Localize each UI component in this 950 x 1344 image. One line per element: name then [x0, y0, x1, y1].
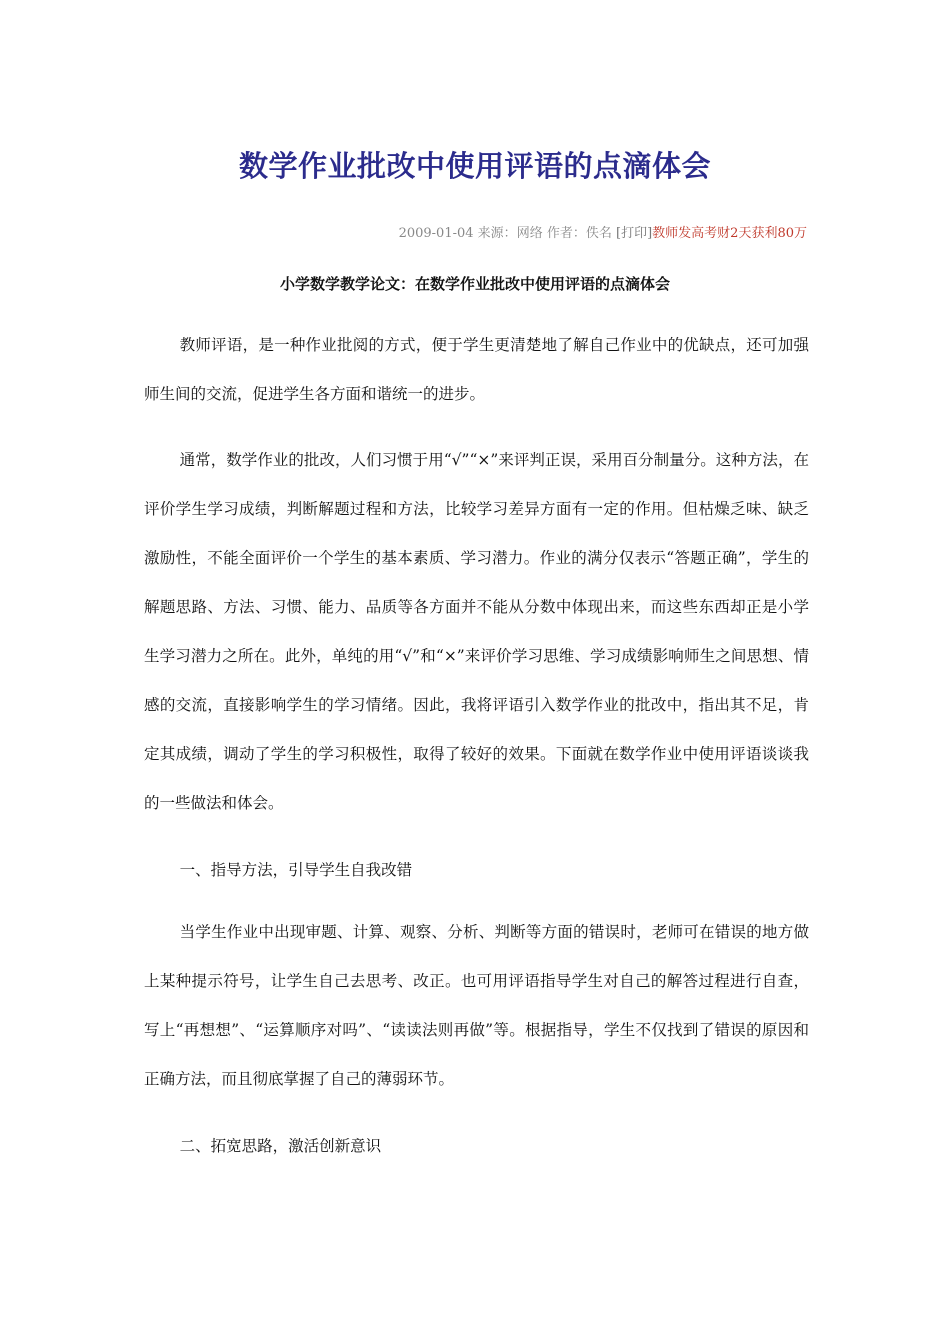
- body-paragraph-3: 当学生作业中出现审题、计算、观察、分析、判断等方面的错误时，老师可在错误的地方做上某种提示符号，让学生自己去思考、改正。也可用评语指导学生对自己的解答过程进行自查，写上“再想想”、“运算顺序对吗”、“读读法则再做”等。根据指导，学生不仅找到了错误的原因和正确方法，而且彻底掌握了自己的薄弱环节。: [144, 923, 809, 1088]
- print-link[interactable]: [打印]: [616, 226, 653, 241]
- article-title: 数学作业批改中使用评语的点滴体会: [238, 149, 711, 183]
- body-paragraph-2: 通常，数学作业的批改，人们习惯于用“√”“×”来评判正误，采用百分制量分。这种方法，在评价学生学习成绩，判断解题过程和方法，比较学习差异方面有一定的作用。但枯燥乏味、缺乏激励性，不能全面评价一个学生的基本素质、学习潜力。作业的满分仅表示“答题正确”，学生的解题思路、方法、习惯、能力、品质等各方面并不能从分数中体现出来，而这些东西却正是小学生学习潜力之所在。此外，单纯的用“√”和“×”来评价学习思维、学习成绩影响师生之间思想、情感的交流，直接影响学生的学习情绪。因此，我将评语引入数学作业的批改中，指出其不足，肯定其成绩，调动了学生的学习积极性，取得了较好的效果。下面就在数学作业中使用评语谈谈我的一些做法和体会。: [144, 451, 809, 812]
- section-heading-2: 二、拓宽思路，激活创新意识: [179, 1137, 382, 1155]
- publish-date: 2009-01-04: [398, 226, 474, 241]
- article-meta: [399, 224, 807, 244]
- author-value: 佚名: [585, 226, 612, 241]
- source-value: 网络: [516, 226, 543, 241]
- article-subtitle: 小学数学教学论文：在数学作业批改中使用评语的点滴体会: [279, 275, 670, 293]
- section-heading-1: 一、指导方法，引导学生自我改错: [179, 861, 413, 879]
- body-paragraph-1: 教师评语，是一种作业批阅的方式，便于学生更清楚地了解自己作业中的优缺点，还可加强师生间的交流，促进学生各方面和谐统一的进步。: [144, 336, 809, 403]
- promo-link[interactable]: 教师发高考财2天获利80万: [652, 226, 807, 241]
- source-label: 来源：: [477, 226, 517, 241]
- author-label: 作者：: [546, 226, 586, 241]
